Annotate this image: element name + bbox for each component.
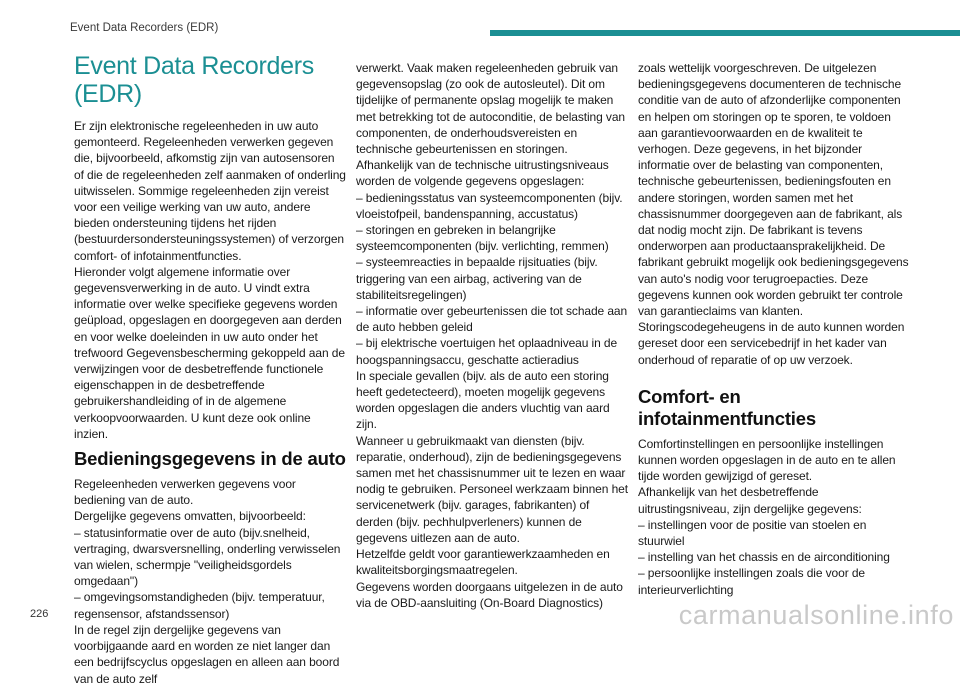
paragraph: Hieronder volgt algemene informatie over gegevensverwerking in de auto. U vindt extra informatie over welke specifieke gegevens worden geüpload, opgeslagen en doorgegeven aan derden en voor welke doeleinden in uw auto onder het trefwoord Gegevensbescherming gekoppeld aan de verwijzingen voor de desbetreffende functionele eigenschappen in de desbetreffende gebruikershandleiding of in de algemene verkoopvoorwaarden. U kunt deze ook online inzien. (74, 264, 345, 441)
list-item: – omgevingsomstandigheden (bijv. temperatuur, regensensor, afstandssensor) (74, 590, 325, 621)
paragraph: Dergelijke gegevens omvatten, bijvoorbeeld: (74, 509, 306, 524)
watermark: carmanualsonline.info (678, 600, 954, 630)
paragraph: Afhankelijk van het desbetreffende uitrustingsniveau, zijn dergelijke gegevens: (638, 485, 862, 516)
header-accent-bar (490, 30, 960, 36)
column-2 (356, 60, 628, 611)
paragraph: Hetzelfde geldt voor garantiewerkzaamheden en kwaliteitsborgingsmaatregelen. (356, 547, 610, 578)
section-heading-bedieningsgegevens: Bedieningsgegevens in de auto (74, 448, 346, 470)
paragraph: Er zijn elektronische regeleenheden in uw auto gemonteerd. Regeleenheden verwerken gegeven die, bijvoorbeeld, afkomstig zijn van autosensoren of die de regeleenheden zelf aanmaken of onderling uitwisselen. Sommige regeleenheden zijn vereist voor een veilige werking van uw auto, andere bieden ondersteuning tijdens het rijden (bestuurdersondersteuningssystemen) of verzorgen comfort- of infotainmentfuncties. (74, 119, 346, 263)
list-item: – instellingen voor de positie van stoelen en stuurwiel (638, 517, 867, 549)
column-1 (74, 52, 346, 687)
list-item: – persoonlijke instellingen zoals die voor de interieurverlichting (638, 566, 865, 597)
paragraph: In de regel zijn dergelijke gegevens van voorbijgaande aard en worden ze niet langer dan een bedrijfscyclus opgeslagen en alleen aan boord van de auto zelf (74, 622, 340, 686)
paragraph: Comfortinstellingen en persoonlijke instellingen kunnen worden opgeslagen in de auto en te allen tijde worden gewijzigd of gereset. (638, 436, 896, 484)
list-item: – informatie over gebeurtenissen die tot schade aan de auto hebben geleid (356, 304, 628, 335)
page-number: 226 (30, 608, 49, 620)
running-header: Event Data Recorders (EDR) (70, 22, 219, 34)
paragraph: Regeleenheden verwerken gegevens voor bediening van de auto. (74, 477, 296, 508)
paragraph: Gegevens worden doorgaans uitgelezen in de auto via de OBD-aansluiting (On-Board Diagnostics) (356, 579, 623, 610)
paragraph: zoals wettelijk voorgeschreven. De uitgelezen bedieningsgegevens documenteren de technische conditie van de auto of afzonderlijke componenten en helpen om storingen op te sporen, te voldoen aan garantievoorwaarden en de kwaliteit te verhogen. Deze gegevens, in het bijzonder informatie over de belasting van componenten, technische gebeurtenissen, bedieningsfouten en andere storingen, worden samen met het chassisnummer doorgegeven aan de fabrikant, als dat nodig mocht zijn. De fabrikant is tevens onderworpen aan productaansprakelijkheid. De fabrikant gebruikt mogelijk ook bedieningsgegevens van auto's nodig voor terugroepacties. Deze gegevens kunnen ook worden gebruikt ter controle van garantieclaims van klanten. (638, 61, 909, 319)
list-item: – instelling van het chassis en de airconditioning (638, 550, 890, 565)
paragraph: Wanneer u gebruikmaakt van diensten (bijv. reparatie, onderhoud), zijn de bedieningsgegevens samen met het chassisnummer uit te lezen en waar nodig te gebruiken. Personeel werkzaam binnen het servicenetwerk (bijv. garages, fabrikanten) of derden (bijv. pechhulpverleners) kunnen de gegevens uitlezen aan de auto. (356, 433, 628, 545)
paragraph: In speciale gevallen (bijv. als de auto een storing heeft gedetecteerd), moeten mogelijk gegevens worden opgeslagen die anders vluchtig van aard zijn. (356, 368, 610, 432)
list-item: – bij elektrische voertuigen het oplaadniveau in de hoogspanningsaccu, geschatte actieradius (356, 336, 618, 367)
list-item: – systeemreacties in bepaalde rijsituaties (bijv. triggering van een airbag, activering van de stabiliteitsregelingen) (356, 255, 598, 302)
page-title: Event Data Recorders (EDR) (74, 52, 314, 108)
paragraph: Afhankelijk van de technische uitrustingsniveaus worden de volgende gegevens opgeslagen: (356, 158, 609, 189)
paragraph: verwerkt. Vaak maken regeleenheden gebruik van gegevensopslag (zo ook de autosleutel). Dit om tijdelijke of permanente opslag mogelijk te maken met betrekking tot de autoconditie, de belasting van componenten, de onderhoudsvereisten en technische gebeurtenissen en storingen. (356, 61, 625, 157)
list-item: – bedieningsstatus van systeemcomponenten (bijv. vloeistofpeil, bandenspanning, accustatus) (356, 190, 623, 221)
section-heading-comfort: Comfort- en infotainmentfuncties (638, 385, 816, 429)
paragraph: Storingscodegeheugens in de auto kunnen worden gereset door een servicebedrijf in het kader van onderhoud of reparatie of op uw verzoek. (638, 320, 905, 367)
list-item: – statusinformatie over de auto (bijv.snelheid, vertraging, dwarsversnelling, onderling verwisselen van wielen, schermpje "veiligheidsgordels omgedaan") (74, 525, 341, 589)
list-item: – storingen en gebreken in belangrijke systeemcomponenten (bijv. verlichting, remmen) (356, 223, 609, 254)
column-3 (638, 60, 910, 598)
